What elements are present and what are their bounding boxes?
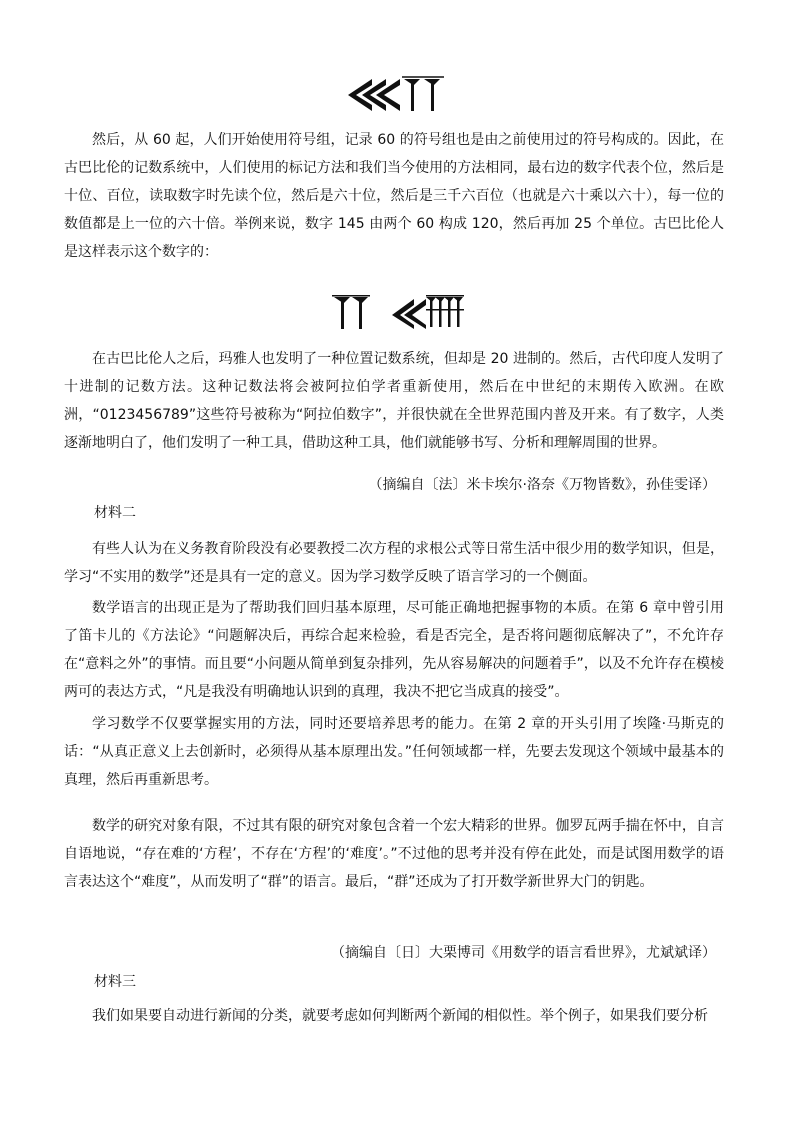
cuneiform-number-145: [332, 293, 468, 333]
section-heading: 材料三: [94, 974, 136, 990]
paragraph: 在古巴比伦人之后，玛雅人也发明了一种位置记数系统，但却是 20 进制的。然后，古代印度人发明了十进制的记数方法。这种记数法将会被阿拉伯学者重新使用，然后在中世纪的末期传入欧洲。在欧洲，“0123456789”这些符号被称为“阿拉伯数字”，并很快就在全世界范围内普及开来。有了数字，人类逐渐地明白了，他们发明了一种工具，借助这种工具，他们就能够书写、分析和理解周围的世界。: [64, 351, 724, 451]
citation: （摘编自〔法〕米卡埃尔·洛奈《万物皆数》，孙佳雯译）: [368, 477, 716, 493]
citation: （摘编自〔日〕大栗博司《用数学的语言看世界》，尤斌斌译）: [331, 945, 716, 961]
paragraph: 然后，从 60 起，人们开始使用符号组，记录 60 的符号组也是由之前使用过的符号构成的。因此，在古巴比伦的记数系统中，人们使用的标记方法和我们当今使用的方法相同，最右边的数字代表个位，然后是十位、百位，读取数字时先读个位，然后是六十位，然后是三千六百位（也就是六十乘以六十），每一位的数值都是上一位的六十倍。举例来说，数字 145 由两个 60 构成 120，然后再加 25 个单位。古巴比伦人是这样表示这个数字的：: [64, 132, 724, 260]
cuneiform-figure-top: [346, 75, 446, 115]
paragraph: 数学的研究对象有限，不过其有限的研究对象包含着一个宏大精彩的世界。伽罗瓦两手揣在怀中，自言自语地说，“存在难的‘方程’，不存在‘方程’的‘难度’。”不过他的思考并没有停在此处，而是试图用数学的语言表达这个“难度”，从而发明了“群”的语言。最后，“群”还成为了打开数学新世界大门的钥匙。: [64, 818, 724, 890]
paragraph: 学习数学不仅要掌握实用的方法，同时还要培养思考的能力。在第 2 章的开头引用了埃隆·马斯克的话：“从真正意义上去创新时，必须得从基本原理出发。”任何领域都一样，先要去发现这个领域中最基本的真理，然后再重新思考。: [64, 716, 724, 788]
paragraph: 有些人认为在义务教育阶段没有必要教授二次方程的求根公式等日常生活中很少用的数学知识，但是，学习“不实用的数学”还是具有一定的意义。因为学习数学反映了语言学习的一个侧面。: [64, 541, 724, 585]
paragraph: 我们如果要自动进行新闻的分类，就要考虑如何判断两个新闻的相似性。举个例子，如果我们要分析: [92, 1008, 708, 1024]
paragraph: 数学语言的出现正是为了帮助我们回归基本原理，尽可能正确地把握事物的本质。在第 6 章中曾引用了笛卡儿的《方法论》“问题解决后，再综合起来检验，看是否完全，是否将问题彻底解决了”，不允许存在“意料之外”的事情。而且要“小问题从简单到复杂排列，先从容易解决的问题着手”，以及不允许存在模棱两可的表达方式，“凡是我没有明确地认识到的真理，我决不把它当成真的接受”。: [64, 600, 724, 700]
section-heading: 材料二: [94, 505, 136, 521]
